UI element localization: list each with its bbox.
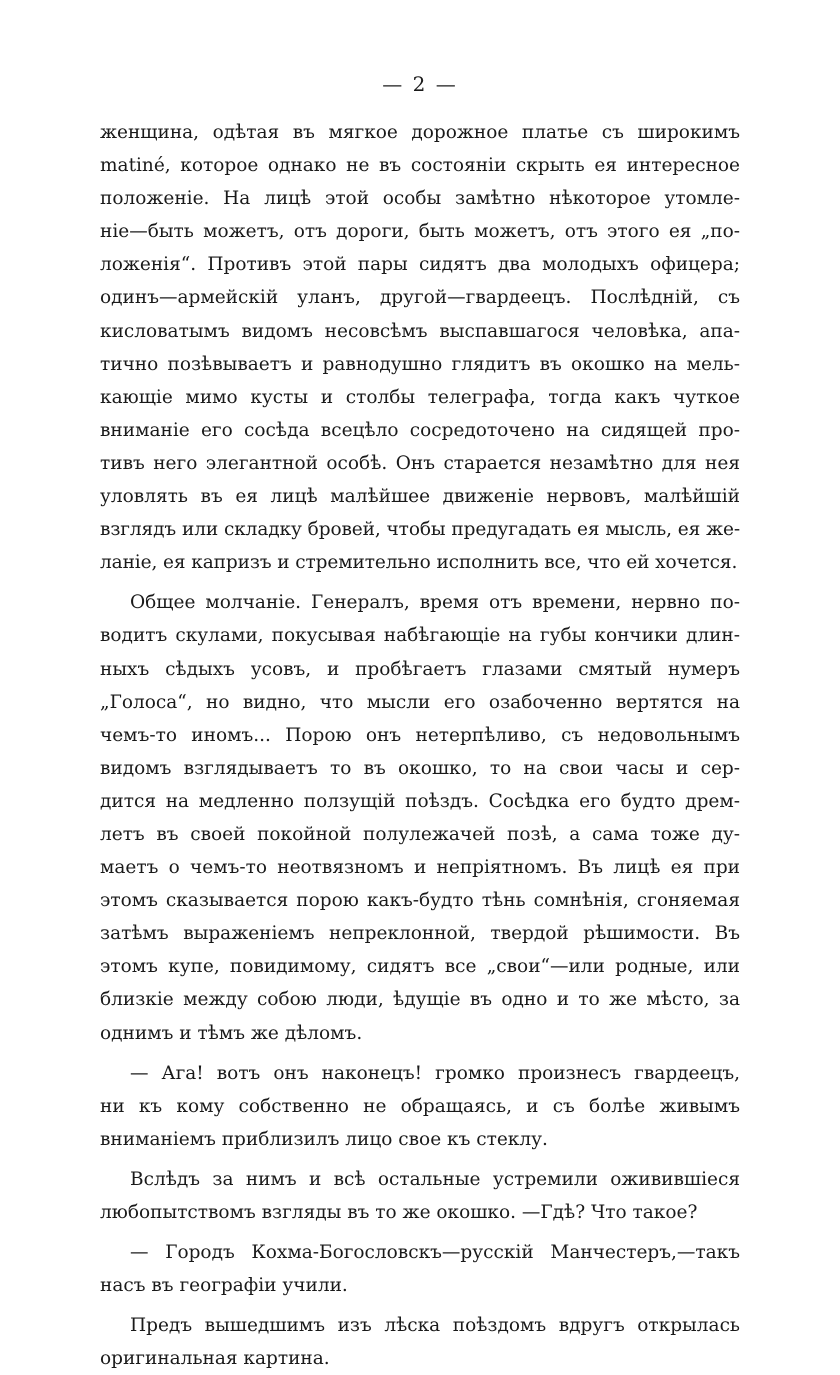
text-line: летъ въ своей покойной полулежачей позѣ, а сама тоже ду- [100,823,740,845]
text-line: чемъ-то иномъ... Порою онъ нетерпѣливо, съ недовольнымъ [100,724,740,746]
body-text [100,116,740,1375]
text-line: ніе—быть можетъ, отъ дороги, быть можетъ, отъ этого ея „по- [100,221,740,243]
text-line: ложенія“. Противъ этой пары сидятъ два молодыхъ офицера; [100,254,740,276]
text-line: вниманіе его сосѣда всецѣло сосредоточено на сидящей про- [100,419,740,441]
text-line: этомъ сказывается порою какъ-будто тѣнь сомнѣнія, сгоняемая [100,890,740,912]
text-line: маетъ о чемъ-то неотвязномъ и непріятномъ. Въ лицѣ ея при [100,857,740,879]
text-line: видомъ взглядываетъ то въ окошко, то на свои часы и сер- [100,757,740,779]
text-line: затѣмъ выраженіемъ непреклонной, твердой рѣшимости. Въ [100,923,740,945]
text-line: оригинальная картина. [100,1348,330,1370]
text-line: кисловатымъ видомъ несовсѣмъ выспавшагося человѣка, апа- [100,320,740,342]
text-line: положеніе. На лицѣ этой особы замѣтно нѣкоторое утомле- [100,188,740,210]
text-line: тично позѣвываетъ и равнодушно глядитъ въ окошко на мель- [100,353,740,375]
page-number: — 2 — [382,72,458,96]
text-line: matiné, которое однако не въ состояніи скрыть ея интересное [100,155,740,177]
text-line: взглядъ или складку бровей, чтобы предугадать ея мысль, ея же- [100,519,740,541]
text-line: — Городъ Кохма-Богословскъ—русскій Манчестеръ,—такъ [130,1242,740,1264]
text-line: ныхъ сѣдыхъ усовъ, и пробѣгаетъ глазами смятый нумеръ [100,658,740,680]
text-line: Вслѣдъ за нимъ и всѣ остальные устремили оживившіеся [130,1168,740,1190]
text-line: кающіе мимо кусты и столбы телеграфа, тогда какъ чуткое [100,386,740,408]
text-line: этомъ купе, повидимому, сидятъ все „свои“—или родные, или [100,956,740,978]
paragraph-2 [100,586,740,1049]
text-line: однимъ и тѣмъ же дѣломъ. [100,1022,363,1044]
text-line: — Ага! вотъ онъ наконецъ! громко произнесъ гвардеецъ, [130,1062,740,1084]
text-line: Общее молчаніе. Генералъ, время отъ времени, нервно по- [130,592,740,614]
paragraph-1 [100,116,740,579]
text-line: близкіе между собою люди, ѣдущіе въ одно и то же мѣсто, за [100,989,740,1011]
text-line: уловлять въ ея лицѣ малѣйшее движеніе нервовъ, малѣйшій [100,486,740,508]
text-line: дится на медленно ползущій поѣздъ. Сосѣдка его будто дрем- [100,790,740,812]
text-line: одинъ—армейскій уланъ, другой—гвардеецъ. Послѣдній, съ [100,287,740,309]
text-line: женщина, одѣтая въ мягкое дорожное платье съ широкимъ [100,122,740,143]
text-line: „Голоса“, но видно, что мысли его озабоченно вертятся на [100,691,740,713]
text-line: Предъ вышедшимъ изъ лѣска поѣздомъ вдругъ открылась [130,1315,740,1337]
text-line: ни къ кому собственно не обращаясь, и съ болѣе живымъ [100,1095,740,1117]
text-line: любопытствомъ взгляды въ то же окошко. —Гдѣ? Что такое? [100,1202,698,1223]
paragraph-6 [100,1309,740,1375]
text-line: тивъ него элегантной особѣ. Онъ старается незамѣтно для нея [100,452,740,474]
text-line: водитъ скулами, покусывая набѣгающіе на губы кончики длин- [100,625,740,647]
paragraph-4 [100,1163,740,1229]
paragraph-3 [100,1057,740,1156]
text-line: ланіе, ея капризъ и стремительно исполнить все, что ей хочется. [100,552,738,574]
text-line: вниманіемъ приблизилъ лицо свое къ стеклу. [100,1128,548,1150]
text-line: насъ въ географіи учили. [100,1275,348,1297]
paragraph-5 [100,1236,740,1302]
